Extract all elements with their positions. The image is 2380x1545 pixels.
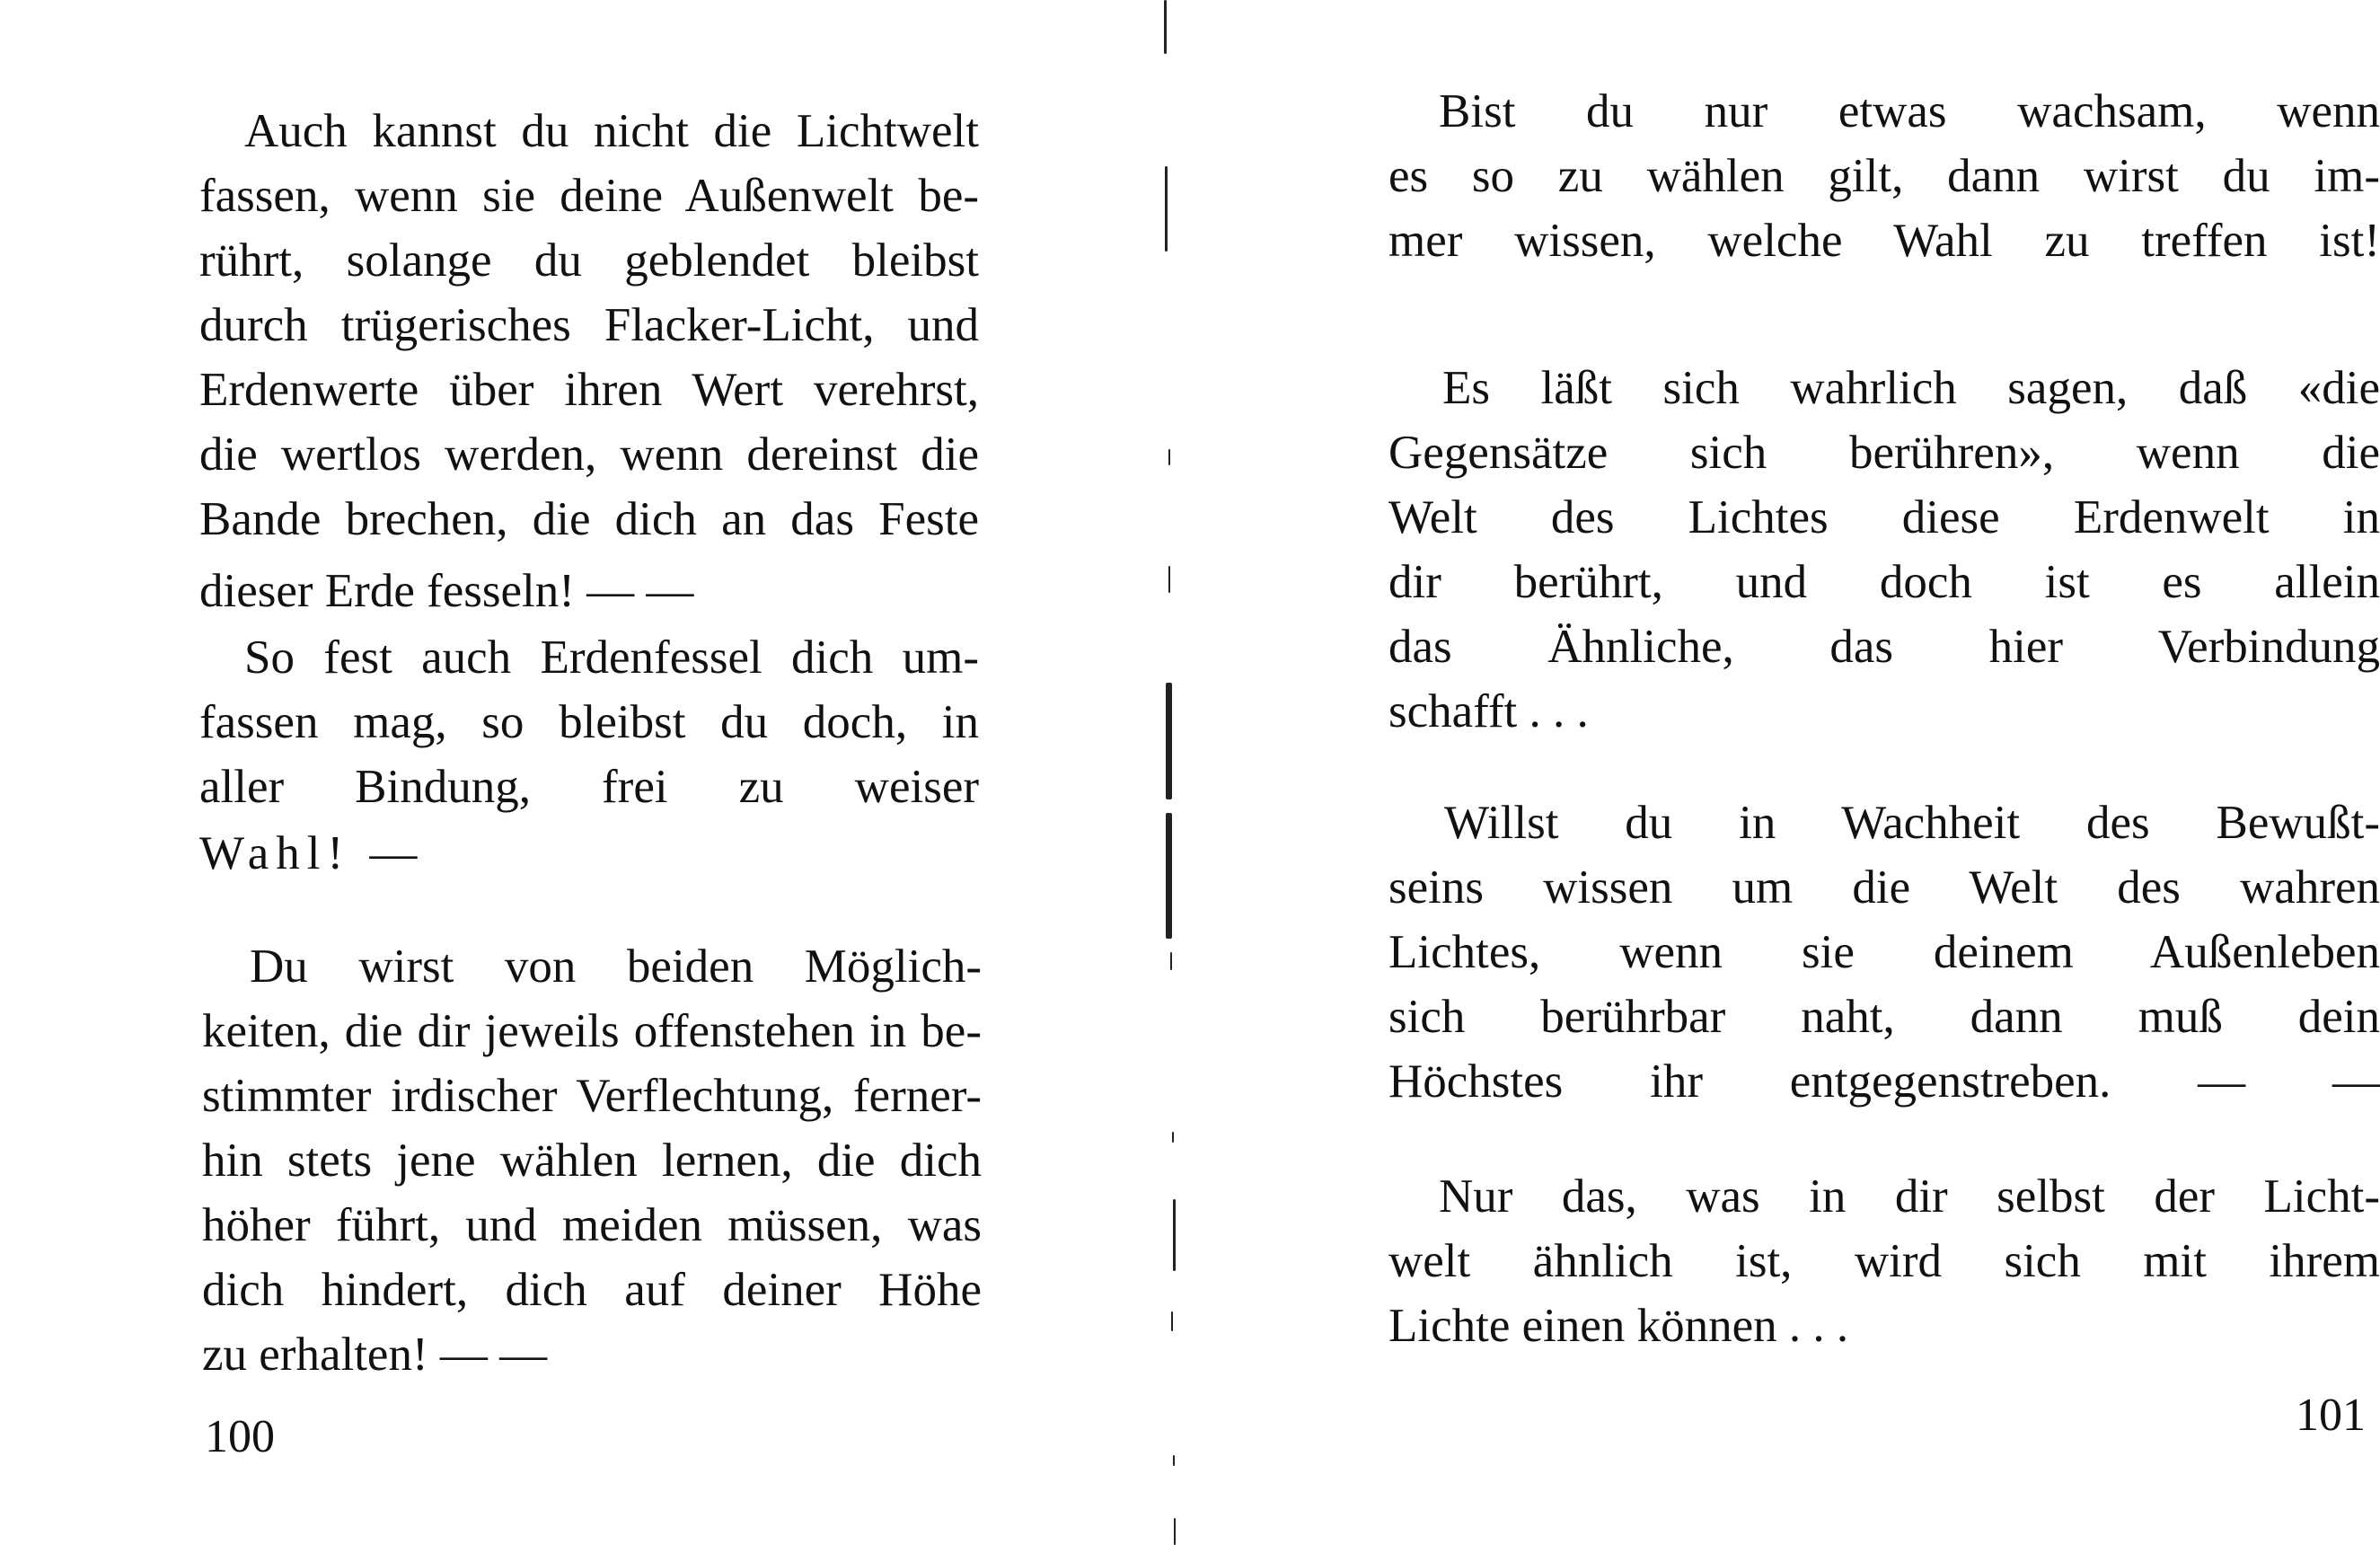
text-line: Gegensätze sich berühren», wenn die — [1388, 427, 2380, 479]
text-line: stimmter irdischer Verflechtung, ferner- — [202, 1070, 982, 1122]
text-line: hin stets jene wählen lernen, die dich — [202, 1134, 982, 1187]
text-line: So fest auch Erdenfessel dich um- — [244, 631, 979, 684]
text-line: Du wirst von beiden Möglich- — [250, 940, 982, 993]
text-line: die wertlos werden, wenn dereinst die — [199, 428, 979, 481]
text-line: Lichte einen können . . . — [1388, 1300, 1849, 1352]
text-line: es so zu wählen gilt, dann wirst du im- — [1388, 150, 2380, 202]
page-number: 101 — [2296, 1390, 2366, 1441]
text-line: Auch kannst du nicht die Lichtwelt — [244, 105, 979, 157]
text-line: schafft . . . — [1388, 685, 1589, 737]
text-line: fassen mag, so bleibst du doch, in — [199, 696, 979, 748]
text-line: mer wissen, welche Wahl zu treffen ist! — [1388, 215, 2380, 267]
text-line: Bist du nur etwas wachsam, wenn — [1439, 85, 2380, 137]
text-line: Bande brechen, die dich an das Feste — [199, 493, 979, 545]
text-line: dieser Erde fesseln! — — — [199, 565, 694, 617]
text-line: Lichtes, wenn sie deinem Außenleben — [1388, 926, 2380, 978]
text-line: das Ähnliche, das hier Verbindung — [1388, 621, 2380, 673]
text-line: keiten, die dir jeweils offenstehen in be- — [202, 1005, 982, 1057]
text-line: durch trügerisches Flacker-Licht, und — [199, 299, 979, 351]
text-line: Willst du in Wachheit des Bewußt- — [1444, 797, 2380, 849]
text-line: dich hindert, dich auf deiner Höhe — [202, 1264, 982, 1316]
text-line: Nur das, was in dir selbst der Licht- — [1439, 1170, 2380, 1223]
text-line: sich berührbar naht, dann muß dein — [1388, 991, 2380, 1043]
right-page — [1159, 0, 2380, 1545]
text-line: Welt des Lichtes diese Erdenwelt in — [1388, 491, 2380, 543]
text-line: höher führt, und meiden müssen, was — [202, 1199, 982, 1251]
text-line: dir berührt, und doch ist es allein — [1388, 556, 2380, 608]
page-number: 100 — [205, 1411, 275, 1462]
text-line: Erdenwerte über ihren Wert verehrst, — [199, 364, 979, 416]
text-line: welt ähnlich ist, wird sich mit ihrem — [1388, 1235, 2380, 1287]
text-line: fassen, wenn sie deine Außenwelt be- — [199, 170, 979, 222]
text-line: Höchstes ihr entgegenstreben. — — — [1388, 1055, 2380, 1108]
text-line: zu erhalten! — — — [202, 1329, 548, 1381]
text-line: seins wissen um die Welt des wahren — [1388, 861, 2380, 914]
text-line: Es läßt sich wahrlich sagen, daß «die — [1442, 362, 2380, 414]
text-line: Wahl! — — [199, 827, 425, 879]
left-page — [0, 0, 1159, 1545]
text-line: rührt, solange du geblendet bleibst — [199, 234, 979, 287]
text-line: aller Bindung, frei zu weiser — [199, 761, 979, 813]
